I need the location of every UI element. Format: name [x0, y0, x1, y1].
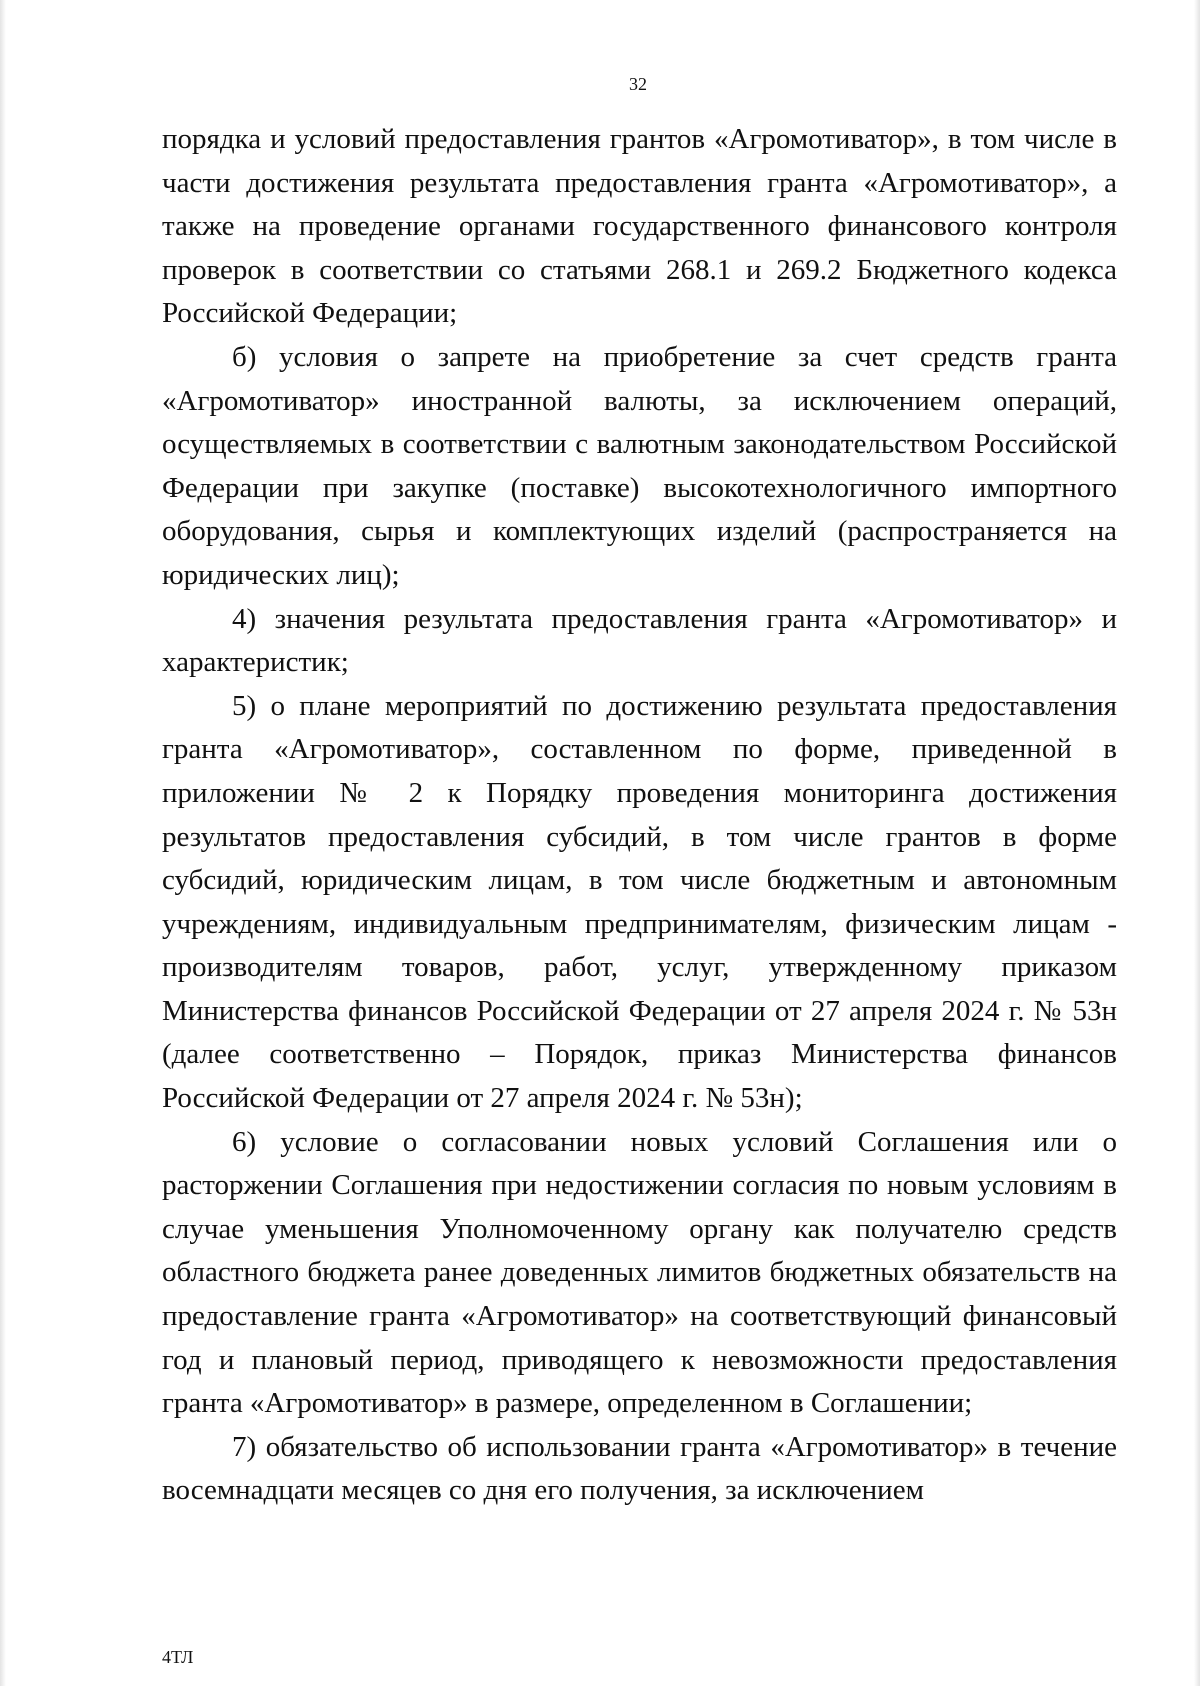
paragraph-item-5: 5) о плане мероприятий по достижению результата предоставления гранта «Агромотиватор», составленном по форме, приведенной в приложении № 2 к Порядку проведения мониторинга достижения результатов предоставления субсидий, в том числе грантов в форме субсидий, юридическим лицам, в том числе бюджетным и автономным учреждениям, индивидуальным предпринимателям, физическим лицам - производителям товаров, работ, услуг, утвержденному приказом Министерства финансов Российской Федерации от 27 апреля 2024 г. № 53н (далее соответственно – Порядок, приказ Министерства финансов Российской Федерации от 27 апреля 2024 г. № 53н);	[162, 689, 1117, 1115]
paragraph-item-7: 7) обязательство об использовании гранта «Агромотиватор» в течение восемнадцати месяцев со дня его получения, за исключением	[162, 1430, 1117, 1507]
scan-edge-right	[1194, 0, 1200, 1686]
footer-code: 4ТЛ	[162, 1647, 194, 1667]
document-body	[162, 118, 1117, 1513]
scan-edge-left	[0, 0, 6, 1686]
paragraph-item-b: б) условия о запрете на приобретение за счет средств гранта «Агромотиватор» иностранной валюты, за исключением операций, осуществляемых в соответствии с валютным законодательством Российской Федерации при закупке (поставке) высокотехнологичного импортного оборудования, сырья и комплектующих изделий (распространяется на юридических лиц);	[162, 340, 1117, 591]
paragraph-continuation: порядка и условий предоставления грантов «Агромотиватор», в том числе в части достижения результата предоставления гранта «Агромотиватор», а также на проведение органами государственного финансового контроля проверок в соответствии со статьями 268.1 и 269.2 Бюджетного кодекса Российской Федерации;	[162, 123, 1117, 330]
paragraph-item-6: 6) условие о согласовании новых условий Соглашения или о расторжении Соглашения при недостижении согласия по новым условиям в случае уменьшения Уполномоченному органу как получателю средств областного бюджета ранее доведенных лимитов бюджетных обязательств на предоставление гранта «Агромотиватор» на соответствующий финансовый год и плановый период, приводящего к невозможности предоставления гранта «Агромотиватор» в размере, определенном в Соглашении;	[162, 1125, 1117, 1420]
page-number: 32	[629, 74, 647, 94]
paragraph-item-4: 4) значения результата предоставления гранта «Агромотиватор» и характеристик;	[162, 602, 1117, 679]
